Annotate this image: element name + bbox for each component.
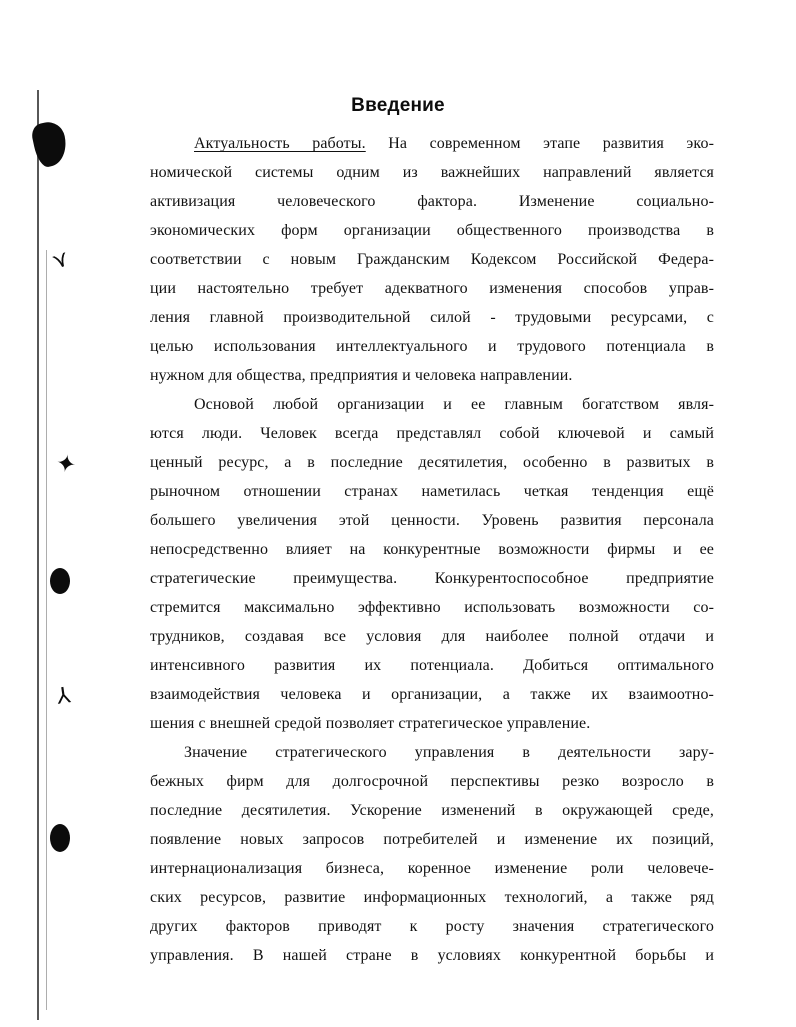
paragraph-1-line: ции настоятельно требует адекватного изменения способов управ- [150,280,714,297]
paragraph-2-line: рыночном отношении странах наметилась четкая тенденция ещё [150,483,714,500]
paragraph-1-line-1: Актуальность работы. На современном этапе развития эко- [194,135,714,152]
binding-mark-icon: ⅄ [55,683,73,710]
paragraph-2-line: шения с внешней средой позволяет стратегическое управление. [150,715,591,732]
paragraph-2-line: ценный ресурс, а в последние десятилетия, особенно в развитых в [150,454,714,471]
paragraph-2-line: интенсивного развития их потенциала. Добиться оптимального [150,657,714,674]
punch-hole-icon [50,568,70,594]
punch-hole-icon [50,824,70,852]
paragraph-1-line: ления главной производительной силой - трудовыми ресурсами, с [150,309,714,326]
paragraph-3-line-1: Значение стратегического управления в деятельности зару- [184,744,714,761]
underlined-lead: Актуальность работы. [194,135,366,152]
paragraph-2-line: стремится максимально эффективно использовать возможности со- [150,599,714,616]
paragraph-1-line: активизация человеческого фактора. Изменение социально- [150,193,714,210]
scan-edge-line-secondary [46,250,47,1010]
paragraph-2-line: взаимодействия человека и организации, а также их взаимоотно- [150,686,714,703]
paragraph-3-line: управления. В нашей стране в условиях конкурентной борьбы и [150,947,714,964]
binding-mark-icon: ⋎ [49,246,73,276]
paragraph-1-line: нужном для общества, предприятия и человека направлении. [150,367,573,384]
page-title: Введение [351,95,445,116]
paragraph-3-line: бежных фирм для долгосрочной перспективы резко возросло в [150,773,714,790]
paragraph-3-line: интернационализация бизнеса, коренное изменение роли человече- [150,860,714,877]
paragraph-3-line: последние десятилетия. Ускорение изменений в окружающей среде, [150,802,714,819]
paragraph-2-line: трудников, создавая все условия для наиболее полной отдачи и [150,628,714,645]
paragraph-1-line: соответствии с новым Гражданским Кодексом Российской Федера- [150,251,714,268]
ink-blot-icon [30,119,70,169]
paragraph-1-line: номической системы одним из важнейших направлений является [150,164,714,181]
paragraph-3-line: других факторов приводят к росту значения стратегического [150,918,714,935]
paragraph-3-line: появление новых запросов потребителей и изменение их позиций, [150,831,714,848]
paragraph-1-line: экономических форм организации общественного производства в [150,222,714,239]
paragraph-2-line: ются люди. Человек всегда представлял собой ключевой и самый [150,425,714,442]
binding-mark-icon: ✦ [53,448,79,480]
scan-edge-line [37,90,39,1020]
paragraph-1-line: целью использования интеллектуального и трудового потенциала в [150,338,714,355]
paragraph-2-line: большего увеличения этой ценности. Уровень развития персонала [150,512,714,529]
paragraph-2-line: стратегические преимущества. Конкурентоспособное предприятие [150,570,714,587]
body-text [150,129,714,970]
paragraph-2-line: непосредственно влияет на конкурентные возможности фирмы и ее [150,541,714,558]
paragraph-3-line: ских ресурсов, развитие информационных технологий, а также ряд [150,889,714,906]
paragraph-2-line-1: Основой любой организации и ее главным богатством явля- [194,396,714,413]
